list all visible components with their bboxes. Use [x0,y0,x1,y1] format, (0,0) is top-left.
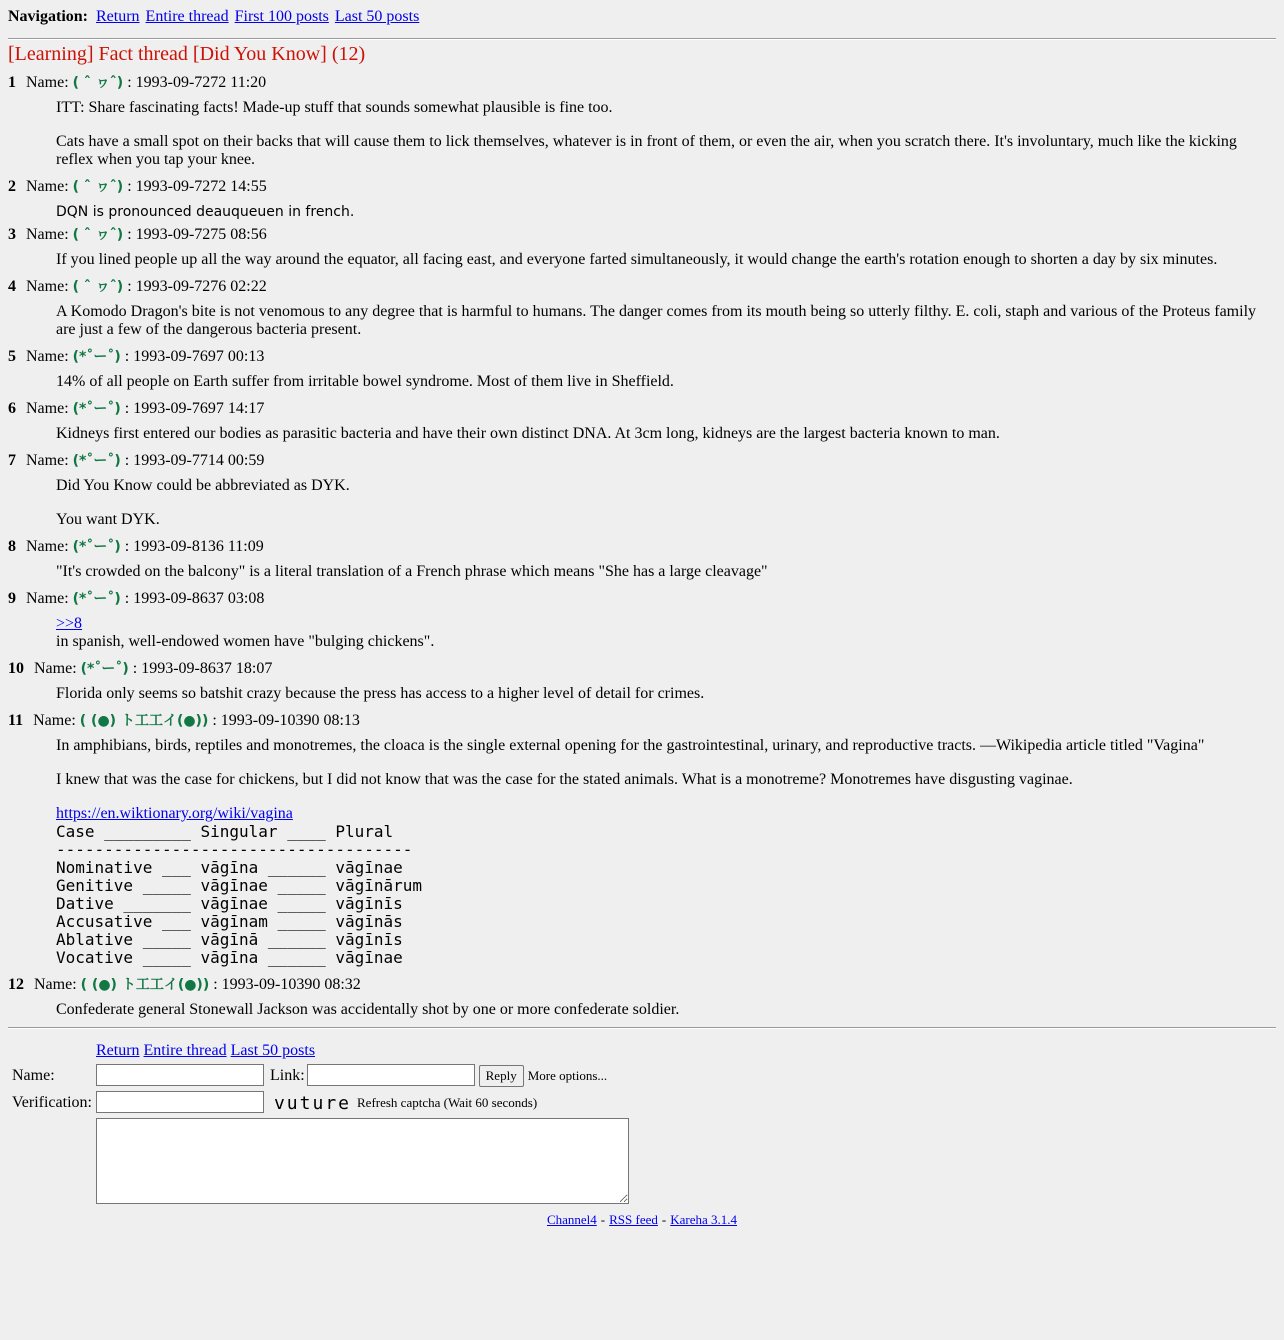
reply-header [8,347,1276,367]
reply-body [56,563,1276,581]
comment-textarea[interactable] [96,1118,629,1204]
reply-paragraph: If you lined people up all the way around the equator, all facing east, and everyone farted simultaneously, it would change the earth's rotation enough to shorten a day by six minutes. [56,251,1218,268]
reply [8,975,1276,1019]
reply [8,589,1276,651]
poster-name: (*˚ー˚) [72,539,121,555]
post-number[interactable]: 1 [8,74,16,91]
reply-body [56,203,1276,221]
captcha-image: vuture [273,1093,351,1114]
reply [8,225,1276,269]
reply-paragraph: Florida only seems so batshit crazy because the press has access to a higher level of detail for crimes. [56,685,705,702]
verification-field-label: Verification: [12,1094,92,1111]
footer-rss-link[interactable]: RSS feed [609,1212,658,1227]
name-label: Name: [33,712,76,729]
poster-name: (*˚ー˚) [72,591,121,607]
form-return-link[interactable]: Return [95,1042,140,1059]
nav-return-link[interactable]: Return [96,8,140,25]
post-date: : 1993-09-7697 14:17 [124,400,265,417]
nav-entire-thread-link[interactable]: Entire thread [145,8,229,25]
post-number[interactable]: 4 [8,278,16,295]
post-number[interactable]: 11 [8,712,24,729]
poster-name: ( (●) ト工工イ(●)) [79,713,209,729]
table-line: Vocative _____ vāgīna ______ vāgīnae [56,948,403,967]
reply [8,399,1276,443]
post-date: : 1993-09-8637 03:08 [124,590,265,607]
reply-paragraph: "It's crowded on the balcony" is a literal translation of a French phrase which means "She has a large cleavage" [56,563,768,580]
link-input[interactable] [307,1064,475,1086]
post-number[interactable]: 3 [8,226,16,243]
post-date: : 1993-09-7714 00:59 [124,452,265,469]
post-date: : 1993-09-8637 18:07 [132,660,273,677]
post-number[interactable]: 2 [8,178,16,195]
reply-header [8,399,1276,419]
reply-list [8,73,1276,1019]
reply-paragraph: Confederate general Stonewall Jackson was accidentally shot by one or more confederate soldier. [56,1001,680,1018]
name-input[interactable] [96,1064,264,1086]
name-label: Name: [26,538,69,555]
reply-paragraph: 14% of all people on Earth suffer from irritable bowel syndrome. Most of them live in Sheffield. [56,373,674,390]
post-number[interactable]: 8 [8,538,16,555]
table-line: Genitive _____ vāgīnae _____ vāgīnārum [56,876,423,895]
reply [8,451,1276,529]
post-date: : 1993-09-10390 08:32 [213,976,361,993]
name-field-label: Name: [12,1067,55,1084]
poster-name: ( (●) ト工工イ(●)) [80,977,210,993]
poster-name: ( ˆ ヮˆ) [72,227,124,243]
reply-paragraph: Did You Know could be abbreviated as DYK. [56,477,350,494]
reply-paragraph: In amphibians, birds, reptiles and monotremes, the cloaca is the single external opening for the gastrointestinal, urinary, and reproductive tracts. —Wikipedia article titled "Vagina" [56,737,1205,754]
form-last-50-link[interactable]: Last 50 posts [230,1042,316,1059]
name-label: Name: [26,452,69,469]
name-label: Name: [26,590,69,607]
reply-header [8,711,1276,731]
reply [8,177,1276,221]
reply-header [8,537,1276,557]
reply-body [56,373,1276,391]
reply-header [8,177,1276,197]
reply-body [56,477,1276,529]
footer-channel4-link[interactable]: Channel4 [546,1212,597,1227]
reply [8,659,1276,703]
table-line: Nominative ___ vāgīna ______ vāgīnae [56,858,403,877]
post-date: : 1993-09-7272 11:20 [127,74,267,91]
quote-link[interactable]: >>8 [56,615,83,632]
reply-header [8,277,1276,297]
reply-body [56,425,1276,443]
reply [8,711,1276,967]
post-number[interactable]: 9 [8,590,16,607]
nav-last-50-link[interactable]: Last 50 posts [334,8,420,25]
divider [8,38,1276,40]
table-line: Dative _______ vāgīnae _____ vāgīnīs [56,894,403,913]
reply-body [56,737,1276,967]
footer [8,1212,1276,1228]
name-label: Name: [26,226,69,243]
reply-paragraph: You want DYK. [56,511,160,528]
post-date: : 1993-09-10390 08:13 [212,712,360,729]
reply-body [56,615,1276,651]
navigation-label: Navigation: [8,8,88,25]
name-label: Name: [26,178,69,195]
post-number[interactable]: 6 [8,400,16,417]
reply-header [8,73,1276,93]
poster-name: (*˚ー˚) [72,401,121,417]
table-line: Ablative _____ vāgīnā ______ vāgīnīs [56,930,403,949]
wiktionary-link[interactable]: https://en.wiktionary.org/wiki/vagina [56,805,293,822]
post-number[interactable]: 12 [8,976,24,993]
reply-button[interactable]: Reply [479,1065,524,1087]
reply-body [56,303,1276,339]
more-options-toggle[interactable]: More options... [527,1068,608,1083]
name-label: Name: [26,278,69,295]
reply-header [8,659,1276,679]
reply [8,277,1276,339]
reply-header [8,451,1276,471]
footer-separator: - [600,1212,606,1227]
form-nav-links [95,1041,630,1061]
post-number[interactable]: 5 [8,348,16,365]
footer-kareha-link[interactable]: Kareha 3.1.4 [670,1212,738,1227]
table-line: ------------------------------------- [56,840,413,859]
verification-input[interactable] [96,1091,264,1113]
reply-paragraph: ITT: Share fascinating facts! Made-up stuff that sounds somewhat plausible is fine too. [56,99,613,116]
post-number[interactable]: 10 [8,660,24,677]
name-label: Name: [26,348,69,365]
reply-header [8,225,1276,245]
reply-paragraph: DQN is pronounced deauqueuen in french. [56,204,355,220]
reply-header [8,975,1276,995]
reply-paragraph: in spanish, well-endowed women have "bulging chickens". [56,633,435,650]
poster-name: ( ˆ ヮˆ) [72,279,124,295]
reply-body [56,99,1276,169]
post-date: : 1993-09-7272 14:55 [127,178,267,195]
post-date: : 1993-09-8136 11:09 [124,538,264,555]
poster-name: ( ˆ ヮˆ) [72,75,124,91]
name-label: Name: [34,660,77,677]
thread-title: [Learning] Fact thread [Did You Know] (12) [8,43,366,65]
post-date: : 1993-09-7697 00:13 [124,348,265,365]
reply-body [56,685,1276,703]
post-date: : 1993-09-7275 08:56 [127,226,267,243]
table-line: Accusative ___ vāgīnam _____ vāgīnās [56,912,403,931]
reply-paragraph: Cats have a small spot on their backs that will cause them to lick themselves, whatever is in front of them, or even the air, when you scratch there. It's involuntary, much like the kicking reflex when you tap your knee. [56,133,1237,168]
reply-form [8,1039,1276,1212]
reply-paragraph: A Komodo Dragon's bite is not venomous to any degree that is harmful to humans. The danger comes from its mouth being so utterly filthy. E. coli, staph and various of the Proteus family are just a few of the dangerous bacteria present. [56,303,1257,338]
reply [8,73,1276,169]
reply [8,537,1276,581]
nav-first-100-link[interactable]: First 100 posts [234,8,329,25]
divider [8,1027,1276,1029]
poster-name: (*˚ー˚) [72,349,121,365]
poster-name: (*˚ー˚) [80,661,129,677]
reply-body [56,1001,1276,1019]
form-entire-thread-link[interactable]: Entire thread [143,1042,227,1059]
reply-form-table [9,1039,632,1212]
name-label: Name: [34,976,77,993]
post-date: : 1993-09-7276 02:22 [127,278,267,295]
table-line: Case _________ Singular ____ Plural [56,822,394,841]
poster-name: ( ˆ ヮˆ) [72,179,124,195]
name-label: Name: [26,74,69,91]
link-field-label: Link: [269,1067,305,1084]
poster-name: (*˚ー˚) [72,453,121,469]
navigation-bar [8,8,1276,26]
name-label: Name: [26,400,69,417]
reply [8,347,1276,391]
declension-table [56,823,1276,967]
reply-body [56,251,1276,269]
reply-paragraph: Kidneys first entered our bodies as parasitic bacteria and have their own distinct DNA. At 3cm long, kidneys are the largest bacteria known to man. [56,425,1000,442]
post-number[interactable]: 7 [8,452,16,469]
reply-header [8,589,1276,609]
footer-separator: - [661,1212,667,1227]
refresh-captcha-link[interactable]: Refresh captcha (Wait 60 seconds) [357,1095,538,1110]
reply-paragraph: I knew that was the case for chickens, but I did not know that was the case for the stated animals. What is a monotreme? Monotremes have disgusting vaginae. [56,771,1073,788]
